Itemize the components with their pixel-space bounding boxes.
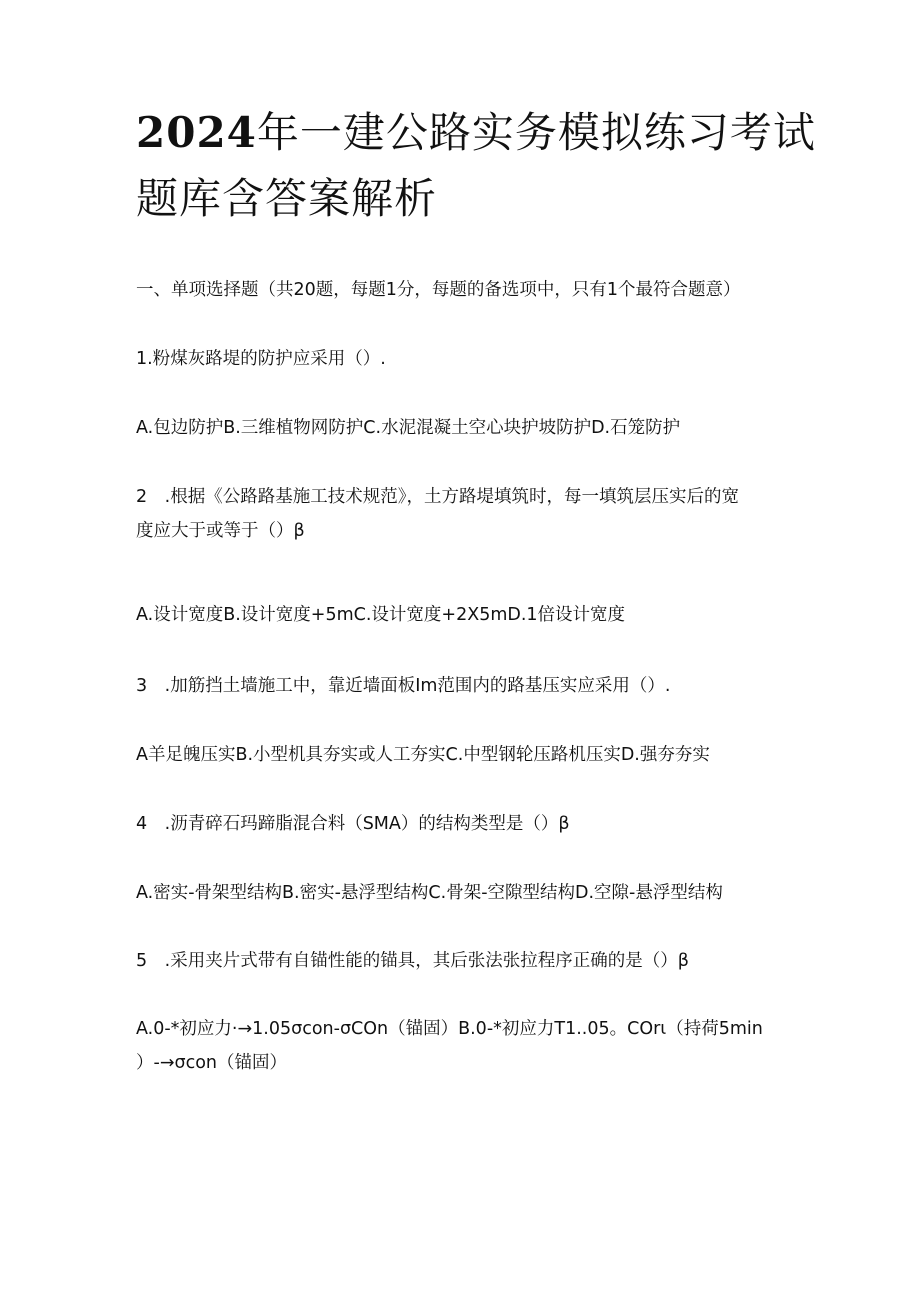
question-5-options	[136, 1012, 796, 1080]
question-5-stem-line-1: 5 .采用夹片式带有自锚性能的锚具，其后张法张拉程序正确的是（）β	[136, 951, 689, 971]
question-2-stem	[136, 480, 796, 548]
question-2-options: A.设计宽度B.设计宽度+5mC.设计宽度+2X5mD.1倍设计宽度	[136, 605, 626, 625]
question-5-options-line-2: ）-→σcon（锚固）	[136, 1053, 287, 1073]
question-3-stem	[136, 669, 796, 703]
title-line-1	[136, 100, 836, 166]
question-5-stem	[136, 944, 796, 978]
title-line-2: 题库含答案解析	[136, 174, 438, 223]
title-rest: 年一建公路实务模拟练习考试	[256, 108, 816, 157]
document-title	[136, 100, 836, 232]
question-3-options: A羊足魄压实B.小型机具夯实或人工夯实C.中型钢轮压路机压实D.强夯夯实	[136, 745, 710, 765]
question-4-stem	[136, 807, 796, 841]
question-4-stem-line-1: 4 .沥青碎石玛蹄脂混合料（SMA）的结构类型是（）β	[136, 814, 570, 834]
question-2-stem-line-1: 2 .根据《公路路基施工技术规范》，土方路堤填筑时，每一填筑层压实后的宽	[136, 487, 739, 507]
question-1-options: A.包边防护B.三维植物网防护C.水泥混凝土空心块护坡防护D.石笼防护	[136, 418, 681, 438]
question-4-options: A.密实-骨架型结构B.密实-悬浮型结构C.骨架-空隙型结构D.空隙-悬浮型结构	[136, 883, 723, 903]
title-year: 2024	[136, 108, 257, 157]
question-1-stem-line-1: 1.粉煤灰路堤的防护应采用（）.	[136, 349, 386, 369]
question-2-stem-line-2: 度应大于或等于（）β	[136, 521, 305, 541]
question-3-stem-line-1: 3 .加筋挡土墙施工中，靠近墙面板Im范围内的路基压实应采用（）.	[136, 676, 671, 696]
question-1-stem	[136, 342, 796, 376]
question-5-options-line-1: A.0-*初应力·→1.05σcon-σCOn（锚固）B.0-*初应力T1..05。COrι（持荷5min	[136, 1019, 763, 1039]
section-heading: 一、单项选择题（共20题，每题1分，每题的备选项中，只有1个最符合题意）	[136, 280, 741, 300]
